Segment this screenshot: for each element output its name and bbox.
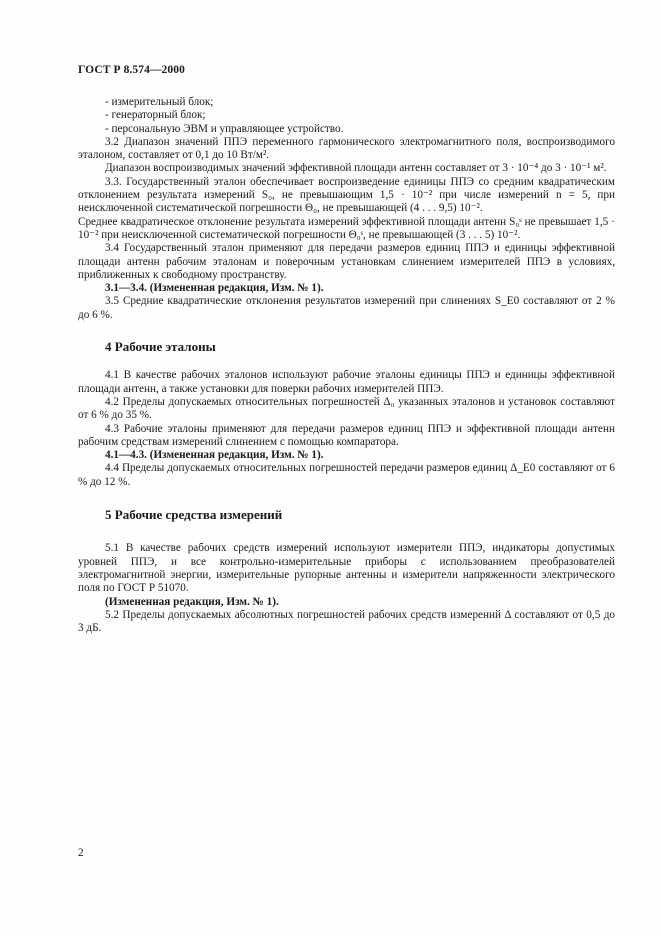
paragraph-3-2: 3.2 Диапазон значений ППЭ переменного гармонического электромагнитного поля, воспроизводимого эталоном, составляет от 0,1 до 10 Вт/м². (78, 135, 615, 162)
paragraph-4-4: 4.4 Пределы допускаемых относительных погрешностей передачи размеров единиц Δ_E0 составляют от 6 % до 12 %. (78, 462, 615, 488)
paragraph-3-3b: Среднее квадратическое отклонение результата измерений эффективной площади антенн S₀ˢ не превышает 1,5 · 10⁻² при неисключенной систематической погрешности Θ₀ˢ, не превышающей (3 . . . 5) 10⁻². (78, 215, 615, 241)
document-header: ГОСТ Р 8.574—2000 (78, 64, 185, 76)
amendment-note-4: 4.1—4.3. (Измененная редакция, Изм. № 1). (105, 449, 324, 462)
section-5-title: 5 Рабочие средства измерений (105, 507, 283, 523)
paragraph-3-4: 3.4 Государственный эталон применяют для передачи размеров единиц ППЭ и единицы эффективной площади антенн рабочим эталонам и поверочным установкам слинением измерителей ППЭ в условиях, приближенных к свободному пространству. (78, 242, 615, 281)
section-4-title: 4 Рабочие эталоны (105, 339, 216, 355)
paragraph-4-3: 4.3 Рабочие эталоны применяют для передачи размеров единиц ППЭ и эффективной площади антенн рабочим средствам измерений слинением с помощью компаратора. (78, 422, 615, 448)
amendment-note-3: 3.1—3.4. (Измененная редакция, Изм. № 1). (105, 282, 324, 295)
paragraph-4-1: 4.1 В качестве рабочих эталонов используют рабочие эталоны единицы ППЭ и единицы эффективной площади антенн, а также установки для поверки рабочих измерителей ППЭ. (78, 369, 615, 395)
paragraph-4-2: 4.2 Пределы допускаемых относительных погрешностей Δ₀ указанных эталонов и установок составляют от 6 % до 35 %. (78, 395, 615, 422)
paragraph-3-3: 3.3. Государственный эталон обеспечивает воспроизведение единицы ППЭ со средним квадратическим отклонением результата измерений S₀, не превышающим 1,5 · 10⁻² при числе измерений n = 5, при неисключенной систематической погрешности Θ₀, не превышающей (4 . . . 9,5) 10⁻². (78, 175, 615, 215)
list-item: - генераторный блок; (105, 109, 206, 122)
paragraph-5-2: 5.2 Пределы допускаемых абсолютных погрешностей рабочих средств измерений Δ составляют от 0,5 до 3 дБ. (78, 608, 615, 635)
paragraph-5-1: 5.1 В качестве рабочих средств измерений используют измерители ППЭ, индикаторы допустимых уровней ППЭ, и все контрольно-измерительные приборы с использованием преобразователей электромагнитной энергии, измерительные рупорные антенны и измерители напряженности электрического поля по ГОСТ Р 51070. (78, 542, 615, 595)
page-number: 2 (78, 847, 84, 859)
paragraph-area-range: Диапазон воспроизводимых значений эффективной площади антенн составляет от 3 · 10⁻⁴ до 3 · 10⁻¹ м². (105, 162, 607, 175)
amendment-note-5: (Измененная редакция, Изм. № 1). (105, 595, 279, 608)
list-item: - персональную ЭВМ и управляющее устройство. (105, 122, 344, 135)
document-body (78, 96, 615, 635)
paragraph-3-5: 3.5 Средние квадратические отклонения результатов измерений при слинениях S_E0 составляют от 2 % до 6 %. (78, 295, 615, 321)
list-item: - измерительный блок; (105, 96, 214, 108)
